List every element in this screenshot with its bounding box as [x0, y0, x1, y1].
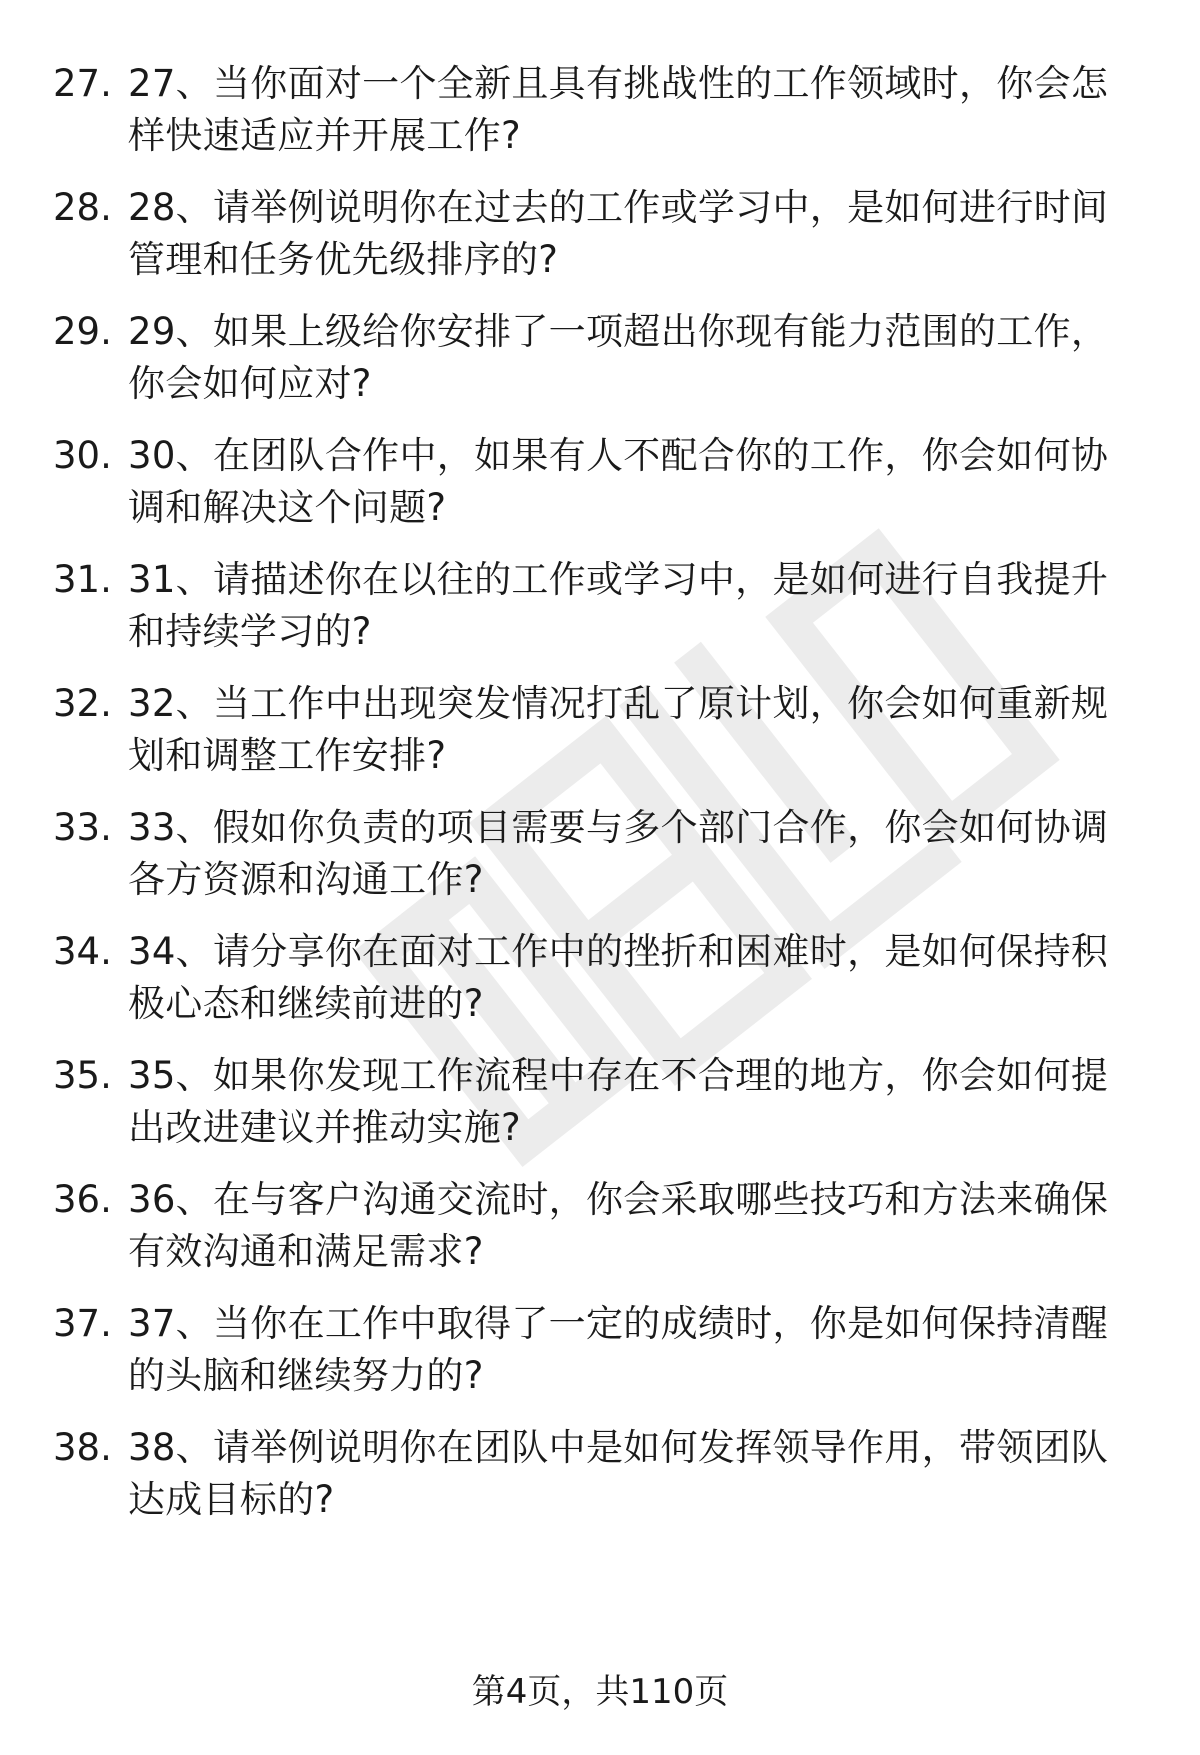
question-number: 37.	[53, 1302, 112, 1345]
list-item	[0, 926, 1200, 1050]
list-item	[0, 1174, 1200, 1298]
question-text: 33、假如你负责的项目需要与多个部门合作，你会如何协调各方资源和沟通工作?	[128, 806, 1109, 901]
question-text: 30、在团队合作中，如果有人不配合你的工作，你会如何协调和解决这个问题?	[128, 434, 1109, 529]
question-text: 29、如果上级给你安排了一项超出你现有能力范围的工作，你会如何应对?	[128, 310, 1109, 405]
list-item	[0, 58, 1200, 182]
question-text: 32、当工作中出现突发情况打乱了原计划，你会如何重新规划和调整工作安排?	[128, 682, 1109, 777]
question-number: 30.	[53, 434, 112, 477]
question-number: 33.	[53, 806, 112, 849]
list-item	[0, 554, 1200, 678]
page-footer: 第4页，共110页	[471, 1672, 729, 1712]
list-item	[0, 430, 1200, 554]
list-item	[0, 306, 1200, 430]
question-text: 36、在与客户沟通交流时，你会采取哪些技巧和方法来确保有效沟通和满足需求?	[128, 1178, 1109, 1273]
list-item	[0, 678, 1200, 802]
question-text: 27、当你面对一个全新且具有挑战性的工作领域时，你会怎样快速适应并开展工作?	[128, 62, 1109, 157]
question-number: 29.	[53, 310, 112, 353]
list-item	[0, 182, 1200, 306]
question-text: 34、请分享你在面对工作中的挫折和困难时，是如何保持积极心态和继续前进的?	[128, 930, 1109, 1025]
question-number: 35.	[53, 1054, 112, 1097]
question-text: 38、请举例说明你在团队中是如何发挥领导作用，带领团队达成目标的?	[128, 1426, 1109, 1521]
list-item	[0, 1050, 1200, 1174]
question-text: 28、请举例说明你在过去的工作或学习中，是如何进行时间管理和任务优先级排序的?	[128, 186, 1109, 281]
question-number: 28.	[53, 186, 112, 229]
list-item	[0, 1298, 1200, 1422]
question-number: 38.	[53, 1426, 112, 1469]
question-number: 34.	[53, 930, 112, 973]
list-item	[0, 1422, 1200, 1546]
question-text: 31、请描述你在以往的工作或学习中，是如何进行自我提升和持续学习的?	[128, 558, 1109, 653]
question-text: 37、当你在工作中取得了一定的成绩时，你是如何保持清醒的头脑和继续努力的?	[128, 1302, 1109, 1397]
question-text: 35、如果你发现工作流程中存在不合理的地方，你会如何提出改进建议并推动实施?	[128, 1054, 1109, 1149]
question-list	[0, 58, 1200, 1546]
question-number: 27.	[53, 62, 112, 105]
question-number: 32.	[53, 682, 112, 725]
question-number: 36.	[53, 1178, 112, 1221]
list-item	[0, 802, 1200, 926]
question-number: 31.	[53, 558, 112, 601]
